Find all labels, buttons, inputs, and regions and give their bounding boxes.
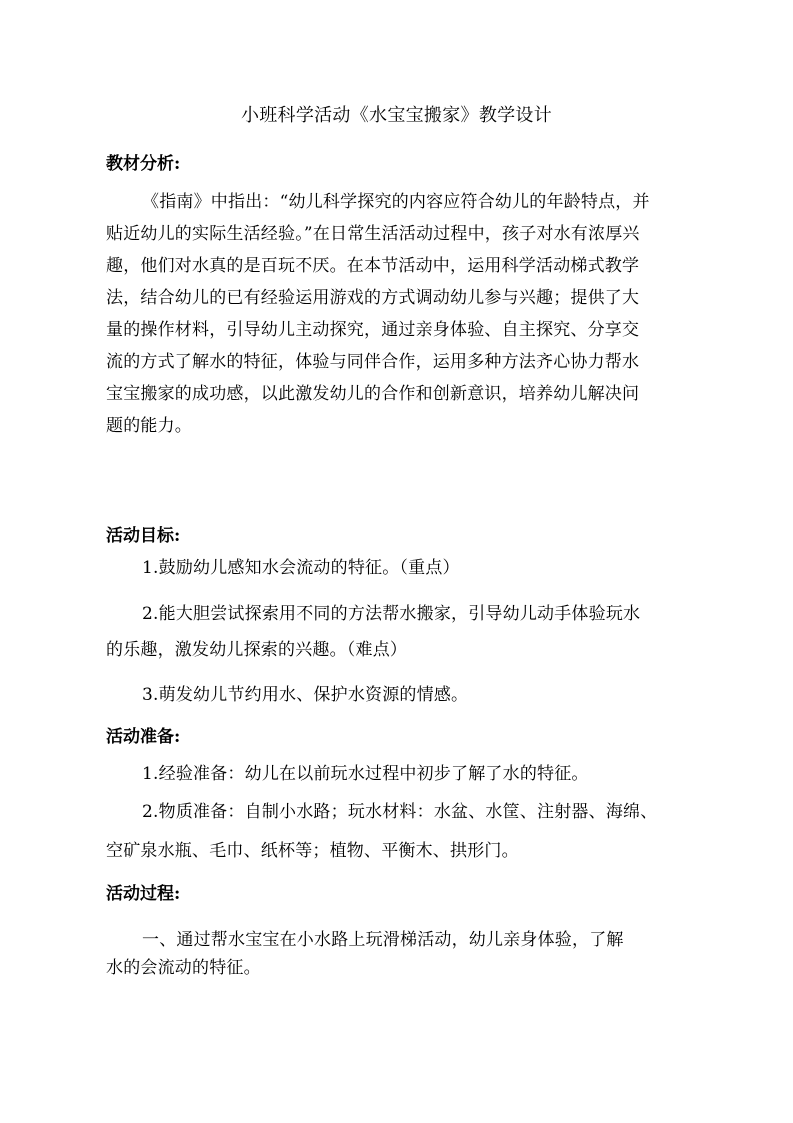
process-step-1-line-1: 一、通过帮水宝宝在小水路上玩滑梯活动，幼儿亲身体验，了解 xyxy=(142,930,624,950)
analysis-line: 贴近幼儿的实际生活经验。”在日常生活活动过程中，孩子对水有浓厚兴 xyxy=(106,224,640,244)
analysis-line: 宝宝搬家的成功感，以此激发幼儿的合作和创新意识，培养幼儿解决问 xyxy=(106,384,640,404)
prep-item-1: 1.经验准备：幼儿在以前玩水过程中初步了解了水的特征。 xyxy=(142,764,589,784)
prep-item-2-line-1: 2.物质准备：自制小水路；玩水材料：水盆、水筐、注射器、海绵、 xyxy=(142,802,658,822)
goal-item-2-line-1: 2.能大胆尝试探索用不同的方法帮水搬家，引导幼儿动手体验玩水 xyxy=(142,604,641,624)
analysis-line: 法，结合幼儿的已有经验运用游戏的方式调动幼儿参与兴趣；提供了大 xyxy=(106,288,640,308)
section-heading-prep: 活动准备: xyxy=(106,727,181,747)
goal-item-1: 1.鼓励幼儿感知水会流动的特征。（重点） xyxy=(142,558,460,578)
document-title: 小班科学活动《水宝宝搬家》教学设计 xyxy=(240,105,553,126)
analysis-paragraph xyxy=(106,186,691,442)
goal-item-3: 3.萌发幼儿节约用水、保护水资源的情感。 xyxy=(142,685,469,705)
process-step-1-line-2: 水的会流动的特征。 xyxy=(106,958,261,978)
prep-item-2-line-2: 空矿泉水瓶、毛巾、纸杯等；植物、平衡木、拱形门。 xyxy=(106,841,519,861)
analysis-line: 《指南》中指出：“幼儿科学探究的内容应符合幼儿的年龄特点，并 xyxy=(142,192,650,212)
goal-item-2-line-2: 的乐趣，激发幼儿探索的兴趣。（难点） xyxy=(106,640,408,660)
analysis-line: 趣，他们对水真的是百玩不厌。在本节活动中，运用科学活动梯式教学 xyxy=(106,256,640,276)
section-heading-analysis: 教材分析: xyxy=(106,154,181,174)
analysis-line: 流的方式了解水的特征，体验与同伴合作，运用多种方法齐心协力帮水 xyxy=(106,352,640,372)
section-heading-goals: 活动目标: xyxy=(106,526,181,546)
section-heading-process: 活动过程: xyxy=(106,884,181,904)
analysis-line: 题的能力。 xyxy=(106,416,192,436)
analysis-line: 量的操作材料，引导幼儿主动探究，通过亲身体验、自主探究、分享交 xyxy=(106,320,640,340)
